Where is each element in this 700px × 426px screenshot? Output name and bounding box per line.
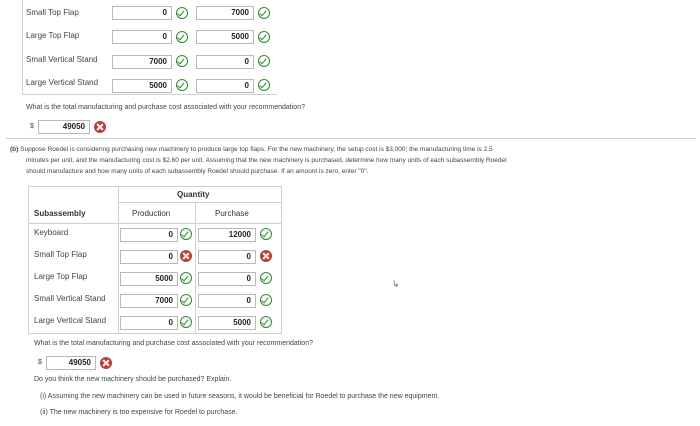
x-mark-icon [260, 250, 272, 262]
table-border [28, 333, 282, 334]
table-border [118, 202, 281, 203]
table-border [22, 94, 277, 95]
row-label-large-vertical-stand: Large Vertical Stand [34, 316, 107, 325]
production-input-small-vertical-stand[interactable]: 7000 [112, 55, 172, 69]
check-icon [180, 228, 192, 240]
check-icon [176, 7, 188, 19]
purchase-input-large-top-flap[interactable]: 0 [198, 272, 256, 286]
production-input-large-top-flap[interactable]: 0 [112, 30, 172, 44]
production-input-large-vertical-stand[interactable]: 0 [120, 316, 178, 330]
prompt-line: Suppose Roedel is considering purchasing new machinery to produce large top flaps. For the new machinery, the setup cost is $3,000; the manufacturing time is 2.5 [20, 146, 493, 153]
row-label-small-vertical-stand: Small Vertical Stand [34, 294, 106, 303]
check-icon [258, 7, 270, 19]
purchase-input-small-vertical-stand[interactable]: 0 [196, 55, 254, 69]
total-cost-question: What is the total manufacturing and purchase cost associated with your recommendation? [34, 340, 313, 347]
total-cost-question: What is the total manufacturing and purchase cost associated with your recommendation? [26, 104, 305, 111]
purchase-input-large-vertical-stand[interactable]: 0 [196, 79, 254, 93]
production-input-keyboard[interactable]: 0 [120, 228, 178, 242]
production-input-small-top-flap[interactable]: 0 [112, 6, 172, 20]
production-header: Production [132, 209, 171, 218]
check-icon [176, 79, 188, 91]
purchase-input-large-top-flap[interactable]: 5000 [196, 30, 254, 44]
check-icon [180, 294, 192, 306]
table-border [195, 202, 196, 334]
row-label-large-top-flap: Large Top Flap [26, 31, 80, 40]
currency-symbol: $ [38, 359, 42, 366]
purchase-header: Purchase [215, 209, 249, 218]
check-icon [260, 316, 272, 328]
part-b-label: (b) [10, 146, 19, 153]
prompt-line: minutes per unit, and the manufacturing cost is $2.60 per unit. Assuming that the new machinery is purchased, determine how many units of each subassembly Roedel [26, 157, 507, 164]
x-mark-icon [94, 121, 106, 133]
purchase-input-keyboard[interactable]: 12000 [198, 228, 256, 242]
check-icon [260, 294, 272, 306]
total-cost-input[interactable]: 49050 [38, 120, 90, 134]
option-i[interactable]: (i) Assuming the new machinery can be used in future seasons, it would be beneficial for Roedel to purchase the new equipment. [40, 393, 440, 400]
production-input-small-vertical-stand[interactable]: 7000 [120, 294, 178, 308]
purchase-input-small-vertical-stand[interactable]: 0 [198, 294, 256, 308]
production-input-large-vertical-stand[interactable]: 5000 [112, 79, 172, 93]
row-label-keyboard: Keyboard [34, 228, 69, 237]
x-mark-icon [180, 250, 192, 262]
check-icon [180, 272, 192, 284]
x-mark-icon [100, 357, 112, 369]
table-border [28, 223, 282, 224]
row-label-small-top-flap: Small Top Flap [34, 250, 87, 259]
option-ii[interactable]: (ii) The new machinery is too expensive for Roedel to purchase. [40, 409, 238, 416]
row-label-large-top-flap: Large Top Flap [34, 272, 88, 281]
table-border [28, 186, 29, 334]
check-icon [176, 31, 188, 43]
currency-symbol: $ [30, 123, 34, 130]
check-icon [260, 272, 272, 284]
purchase-input-large-vertical-stand[interactable]: 5000 [198, 316, 256, 330]
table-border [281, 186, 282, 334]
row-label-large-vertical-stand: Large Vertical Stand [26, 78, 99, 87]
check-icon [258, 31, 270, 43]
check-icon [258, 79, 270, 91]
check-icon [260, 228, 272, 240]
production-input-small-top-flap[interactable]: 0 [120, 250, 178, 264]
table-border [118, 186, 119, 334]
check-icon [176, 55, 188, 67]
production-input-large-top-flap[interactable]: 5000 [120, 272, 178, 286]
machinery-question: Do you think the new machinery should be purchased? Explain. [34, 376, 232, 383]
row-label-small-top-flap: Small Top Flap [26, 8, 79, 17]
check-icon [180, 316, 192, 328]
quantity-header: Quantity [177, 190, 210, 199]
table-border [28, 186, 282, 187]
section-divider [6, 138, 696, 139]
part-b-prompt [10, 146, 493, 153]
total-cost-input[interactable]: 49050 [46, 356, 96, 370]
purchase-input-small-top-flap[interactable]: 0 [198, 250, 256, 264]
prompt-line: should manufacture and how many units of each subassembly Roedel should purchase. If an amount is zero, enter "0". [26, 168, 369, 175]
cursor-icon: ↳ [392, 279, 400, 289]
subassembly-header: Subassembly [34, 209, 86, 218]
table-border [22, 0, 23, 94]
row-label-small-vertical-stand: Small Vertical Stand [26, 55, 98, 64]
check-icon [258, 55, 270, 67]
purchase-input-small-top-flap[interactable]: 7000 [196, 6, 254, 20]
